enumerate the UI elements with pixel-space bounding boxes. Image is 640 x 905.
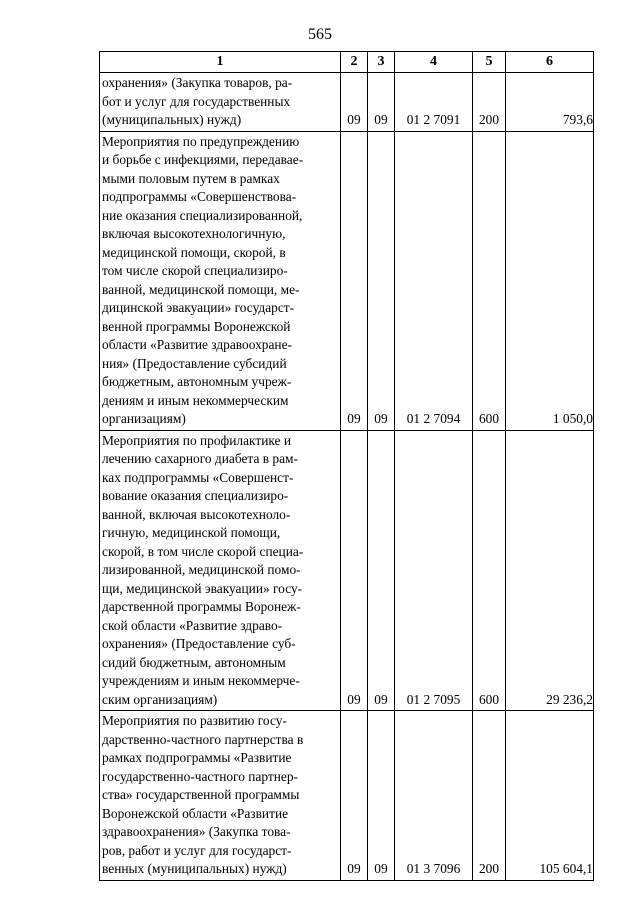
description-line: ров, работ и услуг для государст- <box>102 842 292 858</box>
column-header: 5 <box>473 52 506 73</box>
section-code: 09 <box>341 711 368 881</box>
description-line: ской области «Развитие здраво- <box>102 617 283 633</box>
description-line: рамках подпрограммы «Развитие <box>102 750 292 765</box>
expense-type-code: 200 <box>473 711 506 881</box>
description-line: учреждениям и иным некоммерче- <box>102 673 300 688</box>
target-article-code: 01 3 7096 <box>395 711 473 881</box>
table-row <box>100 711 594 881</box>
expense-type-code: 200 <box>473 73 506 132</box>
column-header: 4 <box>395 52 473 73</box>
description-line: дениям и иным некоммерческим <box>102 392 289 408</box>
description-line: охранения» (Предоставление суб- <box>102 636 296 651</box>
row-description <box>100 131 341 430</box>
amount-value: 1 050,0 <box>506 131 594 430</box>
description-line: подпрограммы «Совершенствова- <box>102 189 297 204</box>
description-line: ским организациям) <box>102 691 218 707</box>
expense-type-code: 600 <box>473 131 506 430</box>
description-line: ванной, включая высокотехноло- <box>102 506 291 522</box>
description-line: ния» (Предоставление субсидий <box>102 355 287 371</box>
description-line: бюджетным, автономным учреж- <box>102 374 292 389</box>
description-line: венных (муниципальных) нужд) <box>102 861 287 876</box>
description-line: и борьбе с инфекциями, передавае- <box>102 152 304 167</box>
description-line: ванной, медицинской помощи, ме- <box>102 281 300 297</box>
description-line: Воронежской области «Развитие <box>102 805 289 821</box>
description-line: включая высокотехнологичную, <box>102 226 286 241</box>
description-line: ках подпрограммы «Совершенст- <box>102 469 294 485</box>
budget-table <box>99 51 594 881</box>
description-line: здравоохранения» (Закупка това- <box>102 824 291 839</box>
column-header: 6 <box>506 52 594 73</box>
amount-value: 105 604,1 <box>506 711 594 881</box>
description-line: лизированной, медицинской помо- <box>102 562 301 577</box>
description-line: организациям) <box>102 411 186 426</box>
target-article-code: 01 2 7094 <box>395 131 473 430</box>
description-line: мыми половым путем в рамках <box>102 170 280 186</box>
description-line: Мероприятия по развитию госу- <box>102 713 287 728</box>
target-article-code: 01 2 7095 <box>395 430 473 711</box>
table-row <box>100 430 594 711</box>
description-line: ние оказания специализированной, <box>102 207 303 223</box>
section-code: 09 <box>341 73 368 132</box>
table-row <box>100 131 594 430</box>
description-line: венной программы Воронежской <box>102 318 291 334</box>
expense-type-code: 600 <box>473 430 506 711</box>
row-description <box>100 73 341 132</box>
column-header: 1 <box>100 52 341 73</box>
section-code: 09 <box>341 131 368 430</box>
description-line: охранения» (Закупка товаров, ра- <box>102 75 293 90</box>
description-line: щи, медицинской эвакуации» госу- <box>102 580 303 596</box>
description-line: дарственной программы Воронеж- <box>102 599 301 614</box>
description-line: гичную, медицинской помощи, <box>102 525 281 540</box>
subsection-code: 09 <box>368 73 395 132</box>
description-line: бот и услуг для государственных <box>102 93 291 109</box>
description-line: ства» государственной программы <box>102 787 300 802</box>
subsection-code: 09 <box>368 711 395 881</box>
column-header: 3 <box>368 52 395 73</box>
amount-value: 29 236,2 <box>506 430 594 711</box>
subsection-code: 09 <box>368 430 395 711</box>
description-line: государственно-частного партнер- <box>102 768 299 784</box>
description-line: дарственно-частного партнерства в <box>102 731 304 747</box>
description-line: сидий бюджетным, автономным <box>102 654 286 670</box>
table-row <box>100 73 594 132</box>
section-code: 09 <box>341 430 368 711</box>
subsection-code: 09 <box>368 131 395 430</box>
description-line: скорой, в том числе скорой специа- <box>102 543 304 559</box>
description-line: том числе скорой специализиро- <box>102 263 288 278</box>
description-line: Мероприятия по профилактике и <box>102 432 291 448</box>
row-description <box>100 711 341 881</box>
description-line: дицинской эвакуации» государст- <box>102 300 295 315</box>
column-header: 2 <box>341 52 368 73</box>
description-line: (муниципальных) нужд) <box>102 112 242 127</box>
description-line: лечению сахарного диабета в рам- <box>102 451 298 466</box>
description-line: области «Развитие здравоохране- <box>102 337 292 352</box>
description-line: вование оказания специализиро- <box>102 488 289 503</box>
table-header-row <box>100 52 594 73</box>
amount-value: 793,6 <box>506 73 594 132</box>
target-article-code: 01 2 7091 <box>395 73 473 132</box>
page-number: 565 <box>308 26 332 43</box>
description-line: медицинской помощи, скорой, в <box>102 244 286 260</box>
row-description <box>100 430 341 711</box>
description-line: Мероприятия по предупреждению <box>102 133 300 149</box>
